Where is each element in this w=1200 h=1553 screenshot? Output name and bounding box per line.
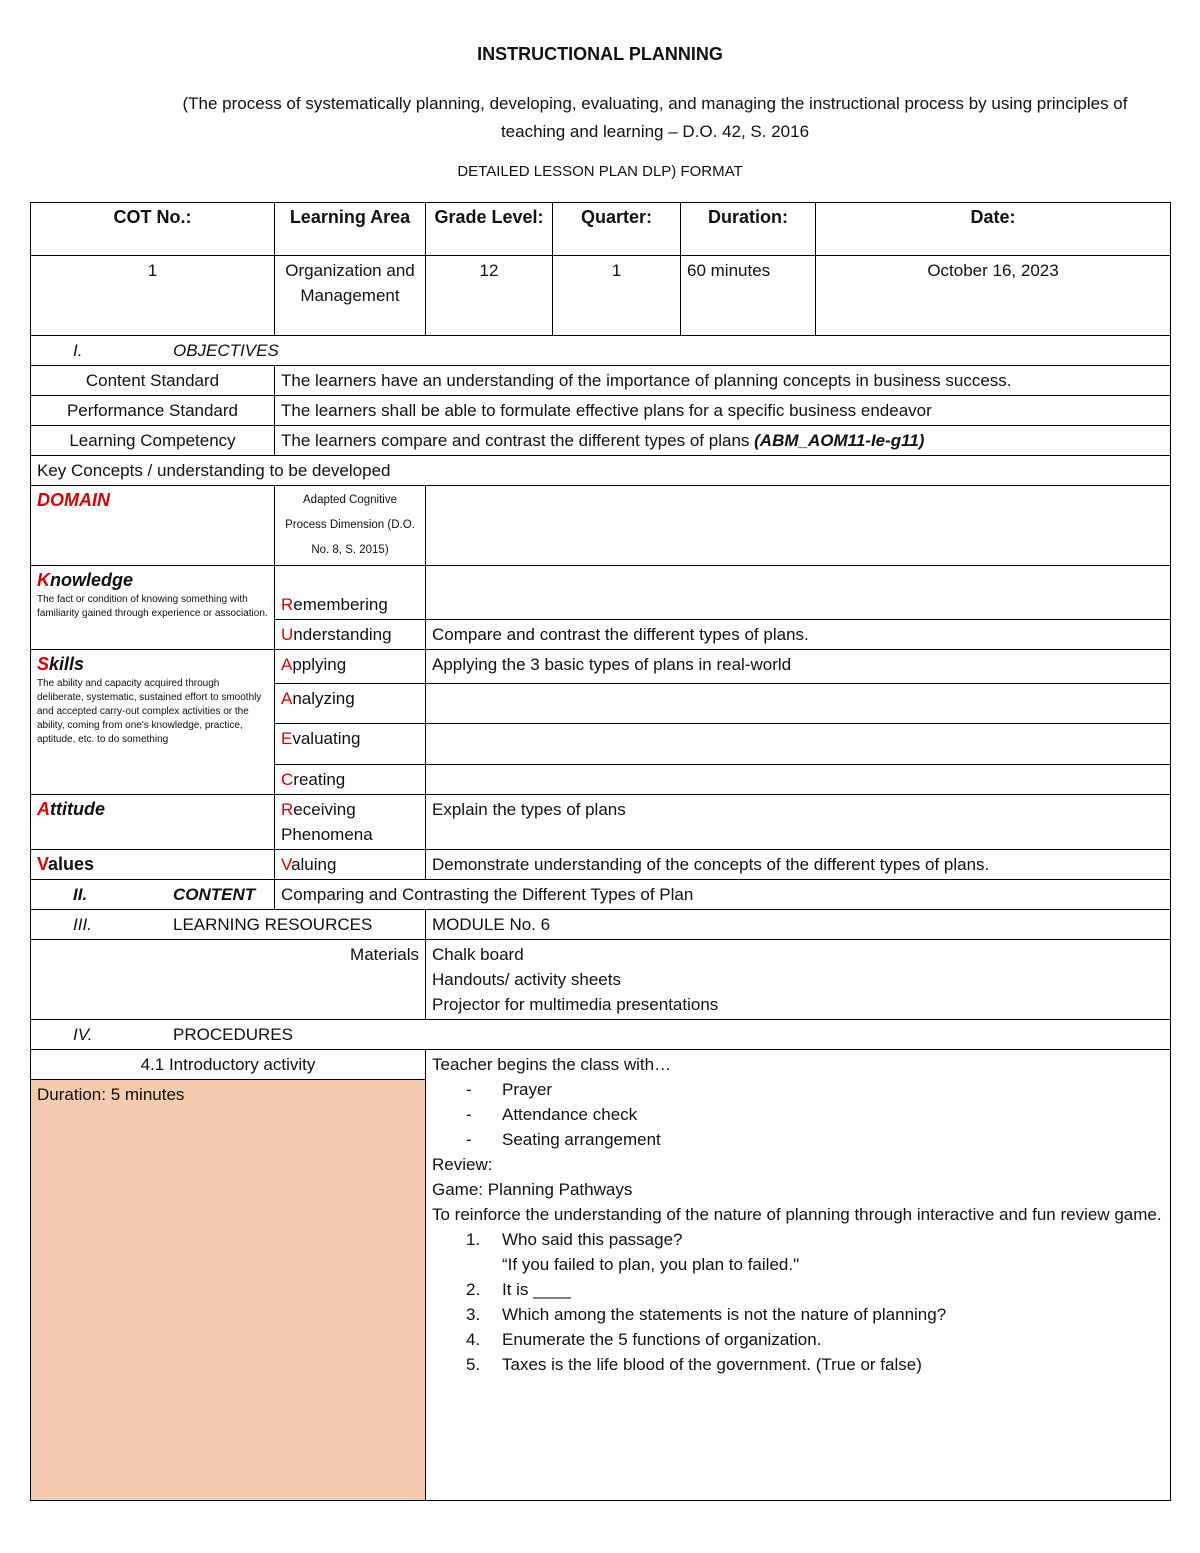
list-item: 2. It is ____ <box>466 1280 571 1299</box>
info-row <box>31 256 1171 336</box>
level-value: Compare and contrast the different types of plans. <box>426 620 1171 650</box>
row-label: Content Standard <box>31 366 275 396</box>
section-procedures: IV. PROCEDURES <box>31 1020 1171 1050</box>
intro-text: (The process of systematically planning, developing, evaluating, and managing the instructional process by using principles of teaching and learning – D.O. 42, S. 2016 <box>182 94 1128 141</box>
key-concepts-row <box>31 456 1171 486</box>
skills-desc: The ability and capacity acquired through deliberate, systematic, sustained effort to smoothly and accepted carry-out complex activities or the ability, coming from one's knowledge, practice, aptitude, etc. to do something <box>37 678 262 745</box>
info-duration: 60 minutes <box>681 256 816 336</box>
info-grade: 12 <box>426 256 553 336</box>
attitude-cell: Attitude <box>31 795 275 850</box>
competency-text: The learners compare and contrast the different types of plans <box>281 431 750 450</box>
section-resources: III. LEARNING RESOURCES <box>31 910 426 940</box>
domain-title: DOMAIN <box>31 486 275 566</box>
row-label: Learning Competency <box>31 426 275 456</box>
competency-code: (ABM_AOM11-Ie-g11) <box>754 431 925 450</box>
duration-cell: Duration: 5 minutes <box>31 1080 426 1501</box>
format-title: DETAILED LESSON PLAN DLP) FORMAT <box>457 163 743 180</box>
page-title: INSTRUCTIONAL PLANNING <box>477 44 723 64</box>
list-item: Projector for multimedia presentations <box>432 995 719 1014</box>
level-value: Demonstrate understanding of the concepts of the different types of plans. <box>426 850 1171 880</box>
level-remembering: Remembering <box>275 566 426 620</box>
row-value: The learners have an understanding of the importance of planning concepts in business success. <box>275 366 1171 396</box>
list-item: - Prayer <box>466 1077 1164 1102</box>
knowledge-desc: The fact or condition of knowing something with familiarity gained through experience or association. <box>37 594 268 619</box>
lesson-plan-table <box>30 202 1171 1501</box>
list-item: 3. Which among the statements is not the nature of planning? <box>466 1305 947 1324</box>
header-date: Date: <box>816 203 1171 256</box>
level-understanding: Understanding <box>275 620 426 650</box>
opening-list <box>432 1077 1164 1152</box>
adapted-dimension: Adapted Cognitive Process Dimension (D.O. No. 8, S. 2015) <box>275 486 426 566</box>
procedures-row <box>31 1020 1171 1050</box>
list-item: Chalk board <box>432 945 524 964</box>
game-purpose: To reinforce the understanding of the nature of planning through interactive and fun review game. <box>432 1205 1162 1224</box>
key-concepts: Key Concepts / understanding to be developed <box>31 456 1171 486</box>
info-quarter: 1 <box>553 256 681 336</box>
header-duration: Duration: <box>681 203 816 256</box>
level-value <box>426 566 1171 620</box>
header-row <box>31 203 1171 256</box>
module-value: MODULE No. 6 <box>426 910 1171 940</box>
list-item: 4. Enumerate the 5 functions of organization. <box>466 1330 822 1349</box>
level-applying: Applying <box>275 650 426 684</box>
content-value: Comparing and Contrasting the Different Types of Plan <box>275 880 1171 910</box>
remembering-row <box>31 566 1171 620</box>
level-evaluating: Evaluating <box>275 724 426 765</box>
game-title: Game: Planning Pathways <box>432 1180 633 1199</box>
review-label: Review: <box>432 1155 493 1174</box>
knowledge-cell: Knowledge The fact or condition of knowing something with familiarity gained through experience or association. <box>31 566 275 650</box>
header-cot: COT No.: <box>31 203 275 256</box>
row-value <box>275 426 1171 456</box>
level-value: Explain the types of plans <box>426 795 1171 850</box>
materials-list <box>426 940 1171 1020</box>
materials-label: Materials <box>31 940 426 1020</box>
list-item: - Seating arrangement <box>466 1127 1164 1152</box>
header-quarter: Quarter: <box>553 203 681 256</box>
level-creating: Creating <box>275 765 426 795</box>
header-area: Learning Area <box>275 203 426 256</box>
level-valuing: Valuing <box>275 850 426 880</box>
level-value <box>426 724 1171 765</box>
info-date: October 16, 2023 <box>816 256 1171 336</box>
valuing-row <box>31 850 1171 880</box>
row-label: Performance Standard <box>31 396 275 426</box>
info-area: Organization and Management <box>275 256 426 336</box>
section-objectives <box>31 336 1171 366</box>
section-number: I. <box>73 341 83 360</box>
domain-header-row <box>31 486 1171 566</box>
intro-activity-label: 4.1 Introductory activity <box>31 1050 426 1080</box>
level-value <box>426 684 1171 724</box>
objectives-row <box>31 336 1171 366</box>
level-analyzing: Analyzing <box>275 684 426 724</box>
values-cell: Values <box>31 850 275 880</box>
level-receiving: Receiving Phenomena <box>275 795 426 850</box>
header-grade: Grade Level: <box>426 203 553 256</box>
row-value: The learners shall be able to formulate effective plans for a specific business endeavor <box>275 396 1171 426</box>
content-row <box>31 880 1171 910</box>
section-content: II. CONTENT <box>31 880 275 910</box>
level-value <box>426 765 1171 795</box>
applying-row <box>31 650 1171 684</box>
list-item: Handouts/ activity sheets <box>432 970 621 989</box>
section-label: OBJECTIVES <box>173 341 279 360</box>
info-cot: 1 <box>31 256 275 336</box>
table-row <box>31 396 1171 426</box>
materials-row <box>31 940 1171 1020</box>
empty-cell <box>426 486 1171 566</box>
resources-row <box>31 910 1171 940</box>
level-value: Applying the 3 basic types of plans in real-world <box>426 650 1171 684</box>
question-list <box>432 1227 1164 1377</box>
list-item: 5. Taxes is the life blood of the government. (True or false) <box>466 1355 922 1374</box>
begin-text: Teacher begins the class with… <box>432 1055 672 1074</box>
list-item: 1. Who said this passage? “If you failed to plan, you plan to failed." <box>466 1230 800 1274</box>
skills-cell: Skills The ability and capacity acquired through deliberate, systematic, sustained effort to smoothly and accepted carry-out complex activities or the ability, coming from one's knowledge, practice, aptitude, etc. to do something <box>31 650 275 795</box>
quote: “If you failed to plan, you plan to failed." <box>502 1255 800 1274</box>
receiving-row <box>31 795 1171 850</box>
table-row <box>31 366 1171 396</box>
intro-activity-content <box>426 1050 1171 1501</box>
list-item: - Attendance check <box>466 1102 1164 1127</box>
intro-activity-row <box>31 1050 1171 1080</box>
table-row <box>31 426 1171 456</box>
